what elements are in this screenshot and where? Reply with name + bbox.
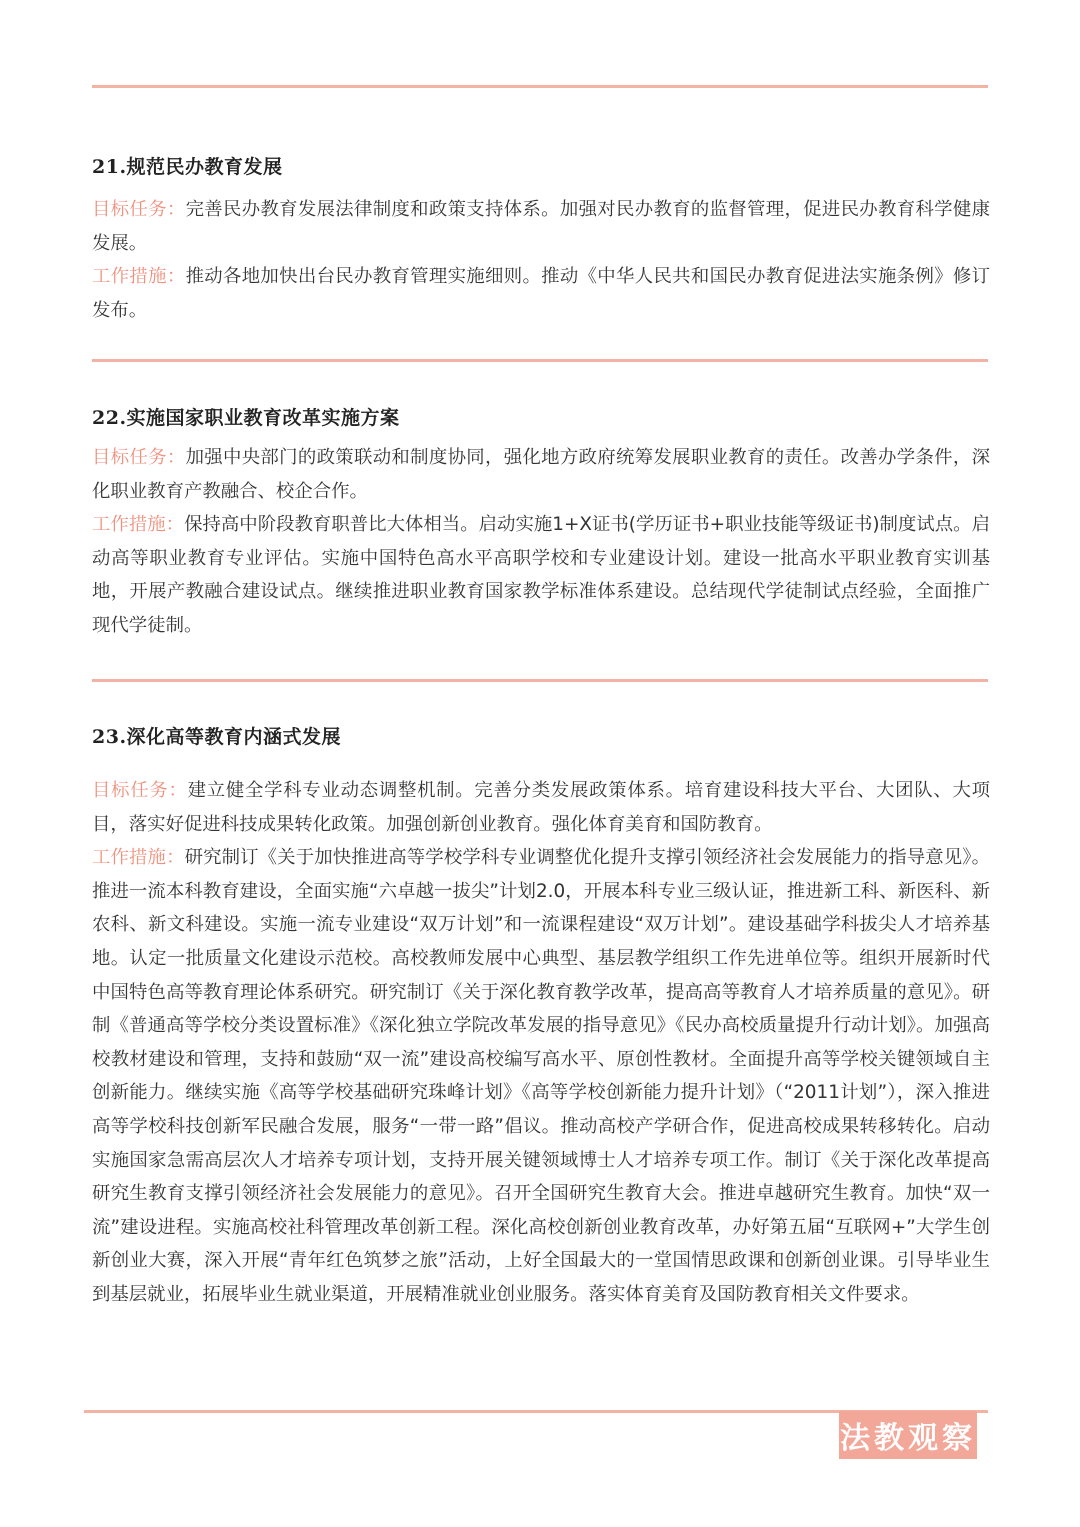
target-paragraph	[92, 774, 990, 841]
measures-label: 工作措施：	[92, 847, 185, 869]
divider-2	[92, 679, 988, 682]
measures-paragraph	[92, 841, 990, 1311]
section-21	[92, 154, 990, 327]
target-text: 建立健全学科专业动态调整机制。完善分类发展政策体系。培育建设科技大平台、大团队、大项目，落实好促进科技成果转化政策。加强创新创业教育。强化体育美育和国防教育。	[92, 780, 990, 835]
section-23	[92, 724, 990, 1312]
section-title: 21.规范民办教育发展	[92, 156, 283, 178]
section-title: 22.实施国家职业教育改革实施方案	[92, 407, 400, 429]
section-title: 23.深化高等教育内涵式发展	[92, 726, 342, 748]
target-text: 完善民办教育发展法律制度和政策支持体系。加强对民办教育的监督管理，促进民办教育科学健康发展。	[92, 199, 990, 254]
measures-label: 工作措施：	[92, 266, 186, 288]
measures-paragraph	[92, 260, 990, 327]
section-22	[92, 405, 990, 643]
target-paragraph	[92, 441, 990, 508]
measures-text: 推动各地加快出台民办教育管理实施细则。推动《中华人民共和国民办教育促进法实施条例》修订发布。	[92, 266, 990, 321]
divider-top	[92, 85, 988, 88]
measures-text: 研究制订《关于加快推进高等学校学科专业调整优化提升支撑引领经济社会发展能力的指导意见》。推进一流本科教育建设，全面实施“六卓越一拔尖”计划2.0，开展本科专业三级认证，推进新工科、新医科、新农科、新文科建设。实施一流专业建设“双万计划”和一流课程建设“双万计划”。建设基础学科拔尖人才培养基地。认定一批质量文化建设示范校。高校教师发展中心典型、基层教学组织工作先进单位等。组织开展新时代中国特色高等教育理论体系研究。研究制订《关于深化教育教学改革，提高高等教育人才培养质量的意见》。研制《普通高等学校分类设置标准》《深化独立学院改革发展的指导意见》《民办高校质量提升行动计划》。加强高校教材建设和管理，支持和鼓励“双一流”建设高校编写高水平、原创性教材。全面提升高等学校关键领域自主创新能力。继续实施《高等学校基础研究珠峰计划》《高等学校创新能力提升计划》（“2011计划”），深入推进高等学校科技创新军民融合发展，服务“一带一路”倡议。推动高校产学研合作，促进高校成果转移转化。启动实施国家急需高层次人才培养专项计划，支持开展关键领域博士人才培养专项工作。制订《关于深化改革提高研究生教育支撑引领经济社会发展能力的意见》。召开全国研究生教育大会。推进卓越研究生教育。加快“双一流”建设进程。实施高校社科管理改革创新工程。深化高校创新创业教育改革，办好第五届“互联网+”大学生创新创业大赛，深入开展“青年红色筑梦之旅”活动，上好全国最大的一堂国情思政课和创新创业课。引导毕业生到基层就业，拓展毕业生就业渠道，开展精准就业创业服务。落实体育美育及国防教育相关文件要求。	[92, 847, 990, 1305]
target-paragraph	[92, 193, 990, 260]
target-text: 加强中央部门的政策联动和制度协同，强化地方政府统筹发展职业教育的责任。改善办学条件，深化职业教育产教融合、校企合作。	[92, 447, 990, 502]
brand-badge-text: 法教观察	[840, 1421, 976, 1456]
target-label: 目标任务：	[92, 780, 188, 801]
measures-paragraph	[92, 508, 990, 642]
divider-1	[92, 359, 988, 362]
target-label: 目标任务：	[92, 447, 186, 468]
measures-text: 保持高中阶段教育职普比大体相当。启动实施1+X证书(学历证书+职业技能等级证书)制度试点。启动高等职业教育专业评估。实施中国特色高水平高职学校和专业建设计划。建设一批高水平职业教育实训基地，开展产教融合建设试点。继续推进职业教育国家教学标准体系建设。总结现代学徒制试点经验，全面推广现代学徒制。	[92, 514, 990, 636]
brand-badge	[839, 1411, 977, 1459]
measures-label: 工作措施：	[92, 514, 185, 536]
target-label: 目标任务：	[92, 199, 186, 220]
